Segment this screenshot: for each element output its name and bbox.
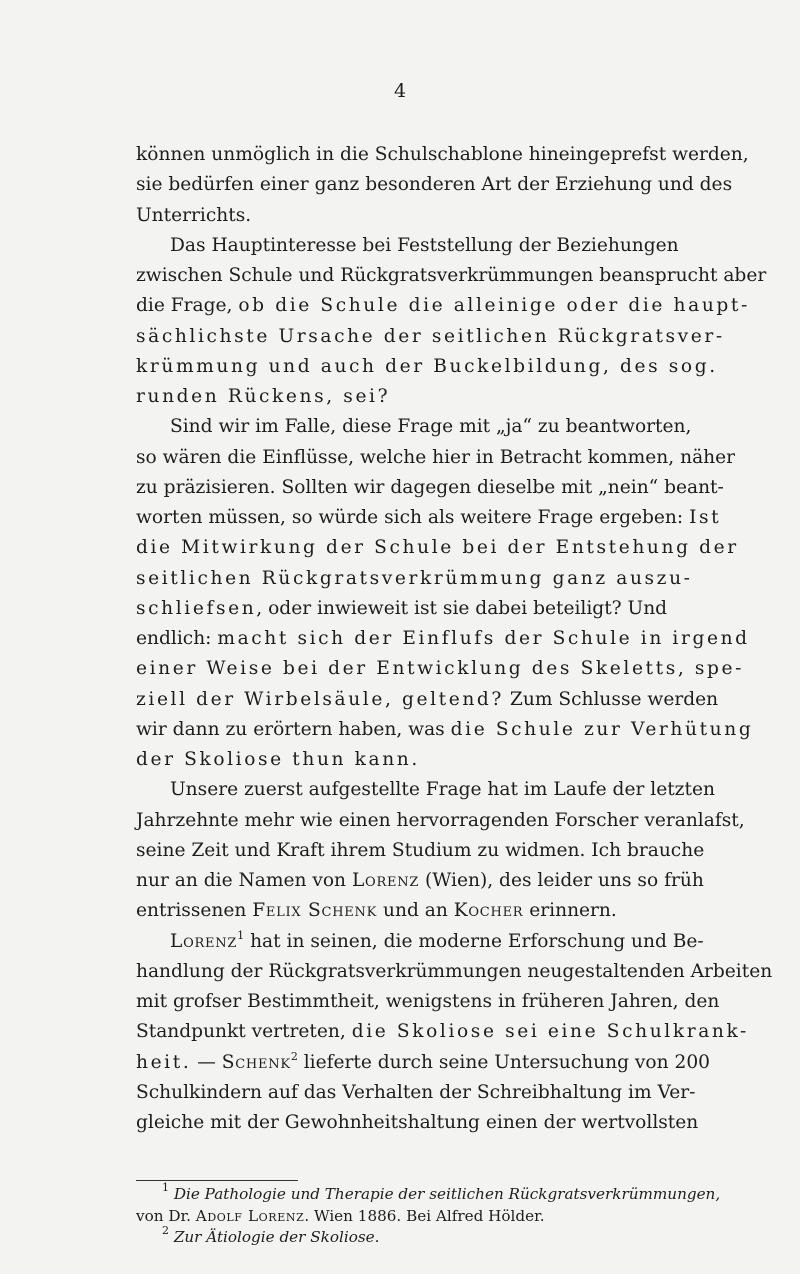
footnote-line — [136, 1181, 721, 1206]
text-line — [136, 533, 739, 563]
text-run: ob die Schule die alleinige oder die haupt- — [238, 295, 750, 317]
text-line — [136, 412, 692, 442]
text-line — [136, 927, 704, 957]
text-run: erinnern. — [523, 900, 617, 922]
text-run: lieferte durch seine Untersuchung von 200 — [297, 1051, 710, 1073]
text-run: endlich: — [136, 628, 218, 649]
text-run: sächlichste Ursache der seitlichen Rückgratsver- — [136, 325, 725, 347]
footnote-marker: 2 — [290, 1049, 298, 1063]
text-run: Das Hauptinteresse bei Feststellung der Beziehungen — [170, 234, 679, 256]
text-run: handlung der Rückgratsverkrümmungen neugestaltenden Arbeiten — [136, 960, 773, 982]
text-run: Lorenz — [170, 930, 238, 952]
text-line — [136, 624, 750, 654]
text-line — [136, 140, 749, 170]
text-run: sie bedürfen einer ganz besonderen Art der Erziehung und des — [136, 174, 733, 196]
footnote-marker: 1 — [162, 1181, 169, 1194]
text-run: macht sich der Einflufs der Schule in irgend — [217, 628, 750, 649]
text-run: Schenk — [221, 1051, 291, 1073]
text-run: zwischen Schule und Rückgratsverkrümmungen beansprucht aber — [136, 265, 767, 286]
text-run: (Wien), des leider uns so früh — [419, 870, 704, 891]
footnote-marker: 1 — [237, 928, 245, 942]
text-run: seine Zeit und Kraft ihrem Studium zu widmen. Ich brauche — [136, 839, 705, 861]
footnote-rule — [136, 1180, 298, 1181]
text-line — [136, 231, 689, 261]
text-run: runden Rückens, sei? — [136, 386, 391, 407]
footnote-line — [136, 1206, 696, 1228]
text-line — [136, 201, 689, 231]
text-run: so wären die Einflüsse, welche hier in Betracht kommen, näher — [136, 446, 736, 468]
text-line — [136, 503, 722, 533]
text-run: schliefsen — [136, 597, 257, 619]
text-run: können unmöglich in die Schulschablone hineingeprefst werden, — [136, 144, 749, 165]
text-run: Unsere zuerst aufgestellte Frage hat im Laufe der letzten — [170, 779, 715, 801]
text-line — [136, 1048, 710, 1078]
text-run: heit. — [136, 1051, 192, 1073]
text-line — [136, 322, 725, 352]
text-line — [136, 866, 704, 896]
footnotes — [136, 1181, 721, 1249]
text-line — [136, 685, 719, 715]
text-run: entrissenen — [136, 900, 253, 922]
text-line — [136, 291, 750, 321]
text-run: Jahrzehnte mehr wie einen hervorragenden Forscher veranlafst, — [136, 809, 745, 831]
text-run: krümmung und auch der Buckelbildung, des sog. — [136, 355, 718, 377]
text-line — [136, 170, 733, 200]
text-run: hat in seinen, die moderne Erforschung und Be- — [244, 930, 704, 952]
text-run: mit grofser Bestimmtheit, wenigstens in früheren Jahren, den — [136, 991, 720, 1012]
text-run: die Mitwirkung der Schule bei der Entstehung der — [136, 537, 739, 559]
text-run: gleiche mit der Gewohnheitshaltung einen der wertvollsten — [136, 1112, 699, 1133]
text-run: Felix Schenk — [252, 900, 378, 922]
text-run: wir dann zu erörtern haben, was — [136, 718, 451, 740]
page-number: 4 — [393, 80, 407, 102]
text-line — [136, 1017, 749, 1047]
text-run: von Dr. — [136, 1206, 196, 1225]
text-run: Ist — [689, 507, 722, 528]
text-line — [136, 715, 754, 745]
text-line — [136, 654, 745, 684]
text-run: und an — [377, 900, 454, 922]
text-run: — — [191, 1051, 222, 1073]
text-run: nur an die Namen von — [136, 870, 352, 891]
text-line — [136, 806, 745, 836]
text-run: Sind wir im Falle, diese Frage mit „ja“ zu beantworten, — [170, 416, 692, 438]
text-line — [136, 836, 705, 866]
text-line — [136, 957, 773, 987]
text-run: Lorenz — [351, 870, 420, 891]
text-line — [136, 987, 720, 1017]
text-line — [136, 1108, 699, 1138]
text-run: ziell der Wirbelsäule, geltend? — [136, 688, 505, 710]
text-run: einer Weise bei der Entwicklung des Skeletts, spe- — [136, 658, 745, 680]
text-run: Adolf Lorenz — [195, 1206, 305, 1225]
body-text — [136, 140, 773, 1138]
text-run: Die Pathologie und Therapie der seitlichen Rückgratsverkrümmungen, — [173, 1185, 721, 1203]
text-line — [136, 1078, 696, 1108]
text-run: Unterrichts. — [136, 204, 252, 226]
text-run: Zum Schlusse werden — [504, 688, 719, 710]
text-run: die Frage, — [136, 295, 239, 317]
text-run: zu präzisieren. Sollten wir dagegen dieselbe mit „nein“ beant- — [136, 476, 724, 498]
text-run: worten müssen, so würde sich als weitere Frage ergeben: — [136, 507, 690, 528]
text-run: , oder inwieweit ist sie dabei beteiligt? Und — [256, 597, 668, 619]
footnote-line — [136, 1224, 696, 1249]
text-line — [136, 352, 718, 382]
text-line — [136, 473, 724, 503]
text-run: Schulkindern auf das Verhalten der Schreibhaltung im Ver- — [136, 1081, 696, 1103]
text-run: die Schule zur Verhütung — [450, 718, 754, 740]
text-line — [136, 775, 715, 805]
text-line — [136, 594, 689, 624]
text-run: seitlichen Rückgratsverkrümmung ganz auszu- — [136, 567, 693, 589]
text-line — [136, 382, 689, 412]
footnote-marker: 2 — [162, 1224, 169, 1237]
text-line — [136, 745, 689, 775]
text-run: Standpunkt vertreten, — [136, 1021, 352, 1043]
text-line — [136, 443, 736, 473]
text-run: die Skoliose sei eine Schulkrank- — [351, 1021, 749, 1043]
text-run: der Skoliose thun kann. — [136, 749, 420, 770]
text-run: Zur Ätiologie der Skoliose. — [173, 1228, 380, 1246]
text-line — [136, 896, 689, 926]
text-run: . Wien 1886. Bei Alfred Hölder. — [304, 1206, 545, 1225]
text-run: Kocher — [453, 900, 524, 922]
text-line — [136, 261, 767, 291]
text-line — [136, 564, 693, 594]
